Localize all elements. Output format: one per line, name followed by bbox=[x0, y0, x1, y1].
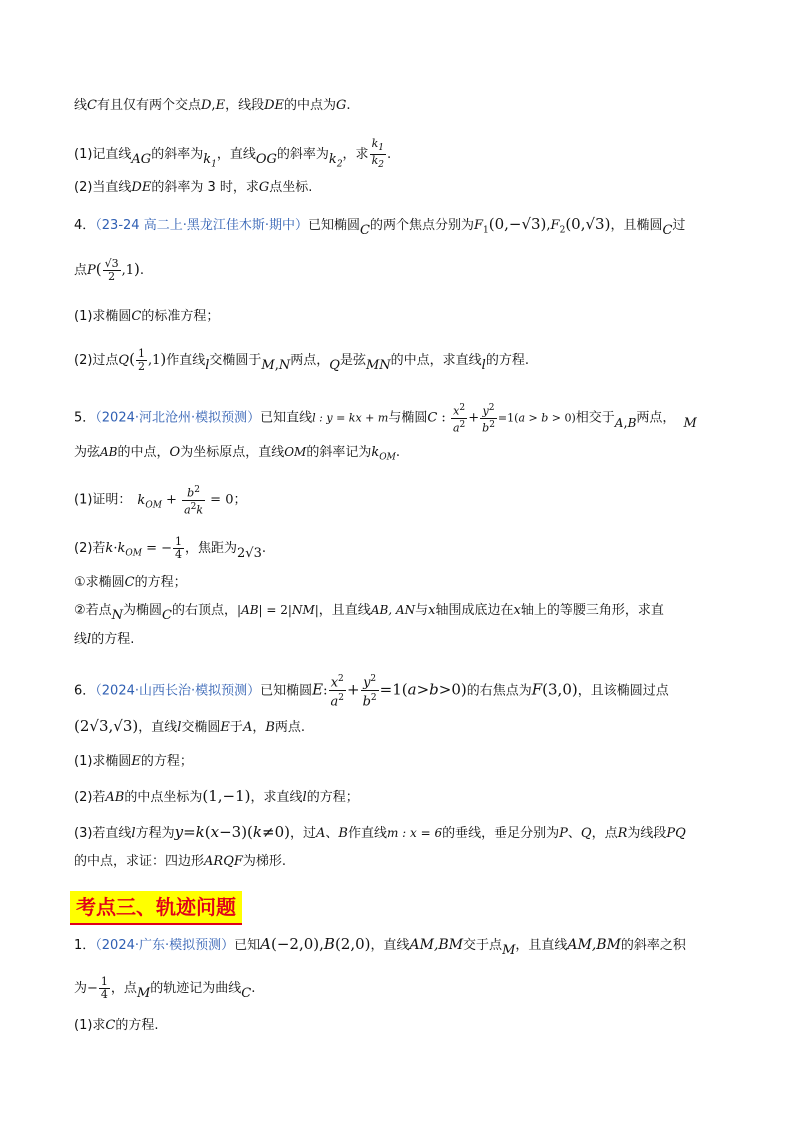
fraction: $\frac{√3}{2}$ bbox=[104, 257, 119, 283]
fraction: $\frac{x^2}{a^2}$ bbox=[330, 674, 344, 710]
math: M bbox=[136, 986, 151, 1001]
text: 的标准方程； bbox=[141, 309, 220, 324]
text: 与 bbox=[415, 603, 429, 618]
math: ( bbox=[129, 350, 135, 368]
s3p1-q1 bbox=[74, 1016, 159, 1036]
math: , bbox=[546, 218, 551, 233]
math: x bbox=[513, 603, 521, 618]
math: C bbox=[241, 986, 252, 1001]
math: =1(a>b>0) bbox=[379, 680, 467, 699]
s3p1-line2 bbox=[74, 976, 255, 1001]
p3-q1 bbox=[74, 138, 391, 171]
fraction: $\frac{y^2}{b^2}$ bbox=[362, 674, 377, 710]
text: 点坐标. bbox=[269, 180, 313, 195]
math: + bbox=[468, 410, 480, 426]
problem-number: 4． bbox=[74, 218, 96, 233]
text: 已知椭圆 bbox=[260, 683, 313, 699]
text: (2)若 bbox=[74, 790, 106, 805]
text: ，求 bbox=[342, 147, 369, 163]
math: ， bbox=[252, 720, 266, 735]
math: M bbox=[502, 943, 516, 958]
text: (3)若直线 bbox=[74, 826, 132, 841]
p4-line1 bbox=[74, 214, 685, 241]
p6-q1 bbox=[74, 752, 193, 772]
text: 的右顶点， bbox=[172, 603, 238, 618]
text: 方程为 bbox=[135, 826, 175, 841]
text: 已知椭圆 bbox=[307, 218, 360, 233]
math: E bbox=[220, 720, 230, 735]
text: ，且该椭圆过点 bbox=[577, 683, 669, 699]
fraction: $\frac{b^2}{a^2k}$ bbox=[184, 485, 204, 517]
math: C bbox=[131, 309, 142, 324]
math: AM,BM bbox=[409, 937, 464, 953]
text: 的斜率之积 bbox=[620, 938, 686, 953]
text: 交于点 bbox=[463, 938, 503, 953]
text: 的中点， bbox=[117, 445, 170, 460]
text: 两点. bbox=[274, 720, 306, 735]
math: . bbox=[395, 445, 400, 460]
math: G bbox=[336, 98, 347, 113]
math: MN bbox=[365, 358, 391, 373]
text: ，直线 bbox=[216, 147, 256, 163]
text: 的轨迹记为曲线 bbox=[150, 981, 242, 996]
math: M bbox=[261, 358, 275, 373]
text: 为坐标原点，直线 bbox=[180, 445, 285, 460]
math: ARQF bbox=[204, 854, 243, 869]
text: 是弦 bbox=[339, 353, 366, 368]
problem-source: （2024·河北沧州·模拟预测） bbox=[95, 410, 261, 426]
math: Q bbox=[329, 358, 340, 373]
math: $k_1$ bbox=[203, 152, 217, 170]
text: 轴围成底边在 bbox=[435, 603, 514, 618]
math: (3,0) bbox=[542, 680, 578, 699]
text: 的中点坐标为 bbox=[124, 790, 203, 805]
math: · bbox=[113, 541, 118, 556]
problem-source: （23-24 高二上·黑龙江佳木斯·期中） bbox=[95, 218, 308, 233]
math: Q bbox=[118, 353, 130, 368]
math: (0,−√3) bbox=[488, 215, 547, 233]
problem-source: （2024·山西长治·模拟预测） bbox=[95, 683, 261, 699]
fraction: $\frac{k_1}{k_2}$ bbox=[371, 137, 384, 171]
text: ，直线 bbox=[138, 720, 178, 735]
math: A bbox=[614, 415, 624, 430]
math: |AB| = 2|NM| bbox=[237, 603, 319, 617]
math: =k(x−3)(k≠0) bbox=[183, 823, 290, 841]
math: C bbox=[427, 410, 438, 426]
text: 的方程； bbox=[306, 790, 359, 805]
fraction: $\frac{x^2}{a^2}$ bbox=[452, 403, 466, 435]
text: 的方程. bbox=[485, 353, 529, 368]
math: − bbox=[87, 981, 98, 996]
p5-q2 bbox=[74, 536, 266, 564]
math: AG bbox=[131, 152, 152, 168]
text: 作直线 bbox=[347, 826, 387, 841]
math: ) bbox=[134, 260, 140, 278]
math: (2√3,√3) bbox=[74, 717, 139, 735]
text: ，直线 bbox=[370, 938, 410, 953]
math: F bbox=[531, 680, 543, 699]
math: 、 bbox=[567, 826, 581, 841]
text: 的中点为 bbox=[284, 98, 337, 113]
p3-line1 bbox=[74, 96, 351, 116]
p6-q2 bbox=[74, 786, 359, 808]
text: 为梯形. bbox=[242, 854, 287, 869]
math: DE bbox=[264, 98, 284, 113]
text: ，线段 bbox=[225, 98, 265, 113]
text: 为椭圆 bbox=[123, 603, 163, 618]
text: 已知直线 bbox=[260, 410, 313, 426]
problem-number: 1． bbox=[74, 938, 96, 953]
problem-number: 6． bbox=[74, 683, 96, 699]
math: l bbox=[177, 720, 182, 735]
text: 线 bbox=[74, 98, 88, 113]
text: 的右焦点为 bbox=[466, 683, 532, 699]
text: 为线段 bbox=[627, 826, 667, 841]
p4-line2 bbox=[74, 258, 144, 283]
math: 、 bbox=[325, 826, 339, 841]
math: R bbox=[617, 826, 628, 841]
math: E bbox=[312, 680, 324, 699]
math: $F_2$ bbox=[550, 218, 566, 236]
math: C bbox=[162, 608, 172, 623]
text: 为 bbox=[74, 981, 88, 996]
math: DE bbox=[131, 180, 152, 195]
text: ，焦距为 bbox=[185, 541, 238, 556]
math: $k_{OM}$ bbox=[371, 445, 396, 463]
math: B bbox=[265, 720, 275, 735]
math: AB, AN bbox=[370, 603, 416, 617]
math: C bbox=[124, 575, 135, 590]
text: 交椭圆 bbox=[181, 720, 221, 735]
math: G bbox=[258, 180, 270, 195]
math: A bbox=[316, 826, 326, 841]
text: 点 bbox=[74, 263, 88, 278]
math: P bbox=[87, 263, 96, 278]
s3p1-line1 bbox=[74, 934, 686, 956]
text: ②若点 bbox=[74, 603, 112, 618]
math: l bbox=[205, 358, 210, 373]
p5-line2 bbox=[74, 442, 400, 468]
text: ，求直线 bbox=[250, 790, 303, 805]
p6-line2 bbox=[74, 716, 305, 738]
math: $k_2$ bbox=[328, 152, 343, 170]
text: 的两个焦点分别为 bbox=[369, 218, 474, 233]
text: 交椭圆于 bbox=[209, 353, 262, 368]
math: x bbox=[428, 603, 436, 618]
p6-line1 bbox=[74, 672, 669, 710]
math: B bbox=[627, 415, 637, 430]
text: 的方程. bbox=[115, 1018, 159, 1033]
p6-q3-cont bbox=[74, 852, 286, 872]
p5-s2-cont bbox=[74, 630, 134, 650]
p5-s1 bbox=[74, 573, 187, 593]
text: ，且直线 bbox=[515, 938, 568, 953]
math: B bbox=[338, 826, 348, 841]
text: (1)求椭圆 bbox=[74, 754, 132, 769]
text: ，且直线 bbox=[318, 603, 371, 618]
math: OM bbox=[284, 445, 307, 459]
math: PQ bbox=[666, 826, 686, 841]
math: (1,−1) bbox=[202, 787, 251, 805]
math: l : y = kx + m bbox=[312, 411, 389, 425]
math: y bbox=[174, 823, 184, 841]
text: 两点， bbox=[636, 410, 676, 426]
math: m : x = 6 bbox=[386, 826, 443, 840]
math: . bbox=[139, 263, 145, 278]
math: l bbox=[481, 358, 486, 373]
math: 2√3 bbox=[237, 546, 262, 561]
math: AB bbox=[105, 790, 125, 805]
text: 线 bbox=[74, 632, 88, 647]
fraction: $\frac{1}{4}$ bbox=[175, 535, 182, 561]
math: N bbox=[278, 358, 291, 373]
math: + bbox=[161, 492, 182, 508]
math: Q bbox=[580, 826, 592, 841]
text: ； bbox=[233, 492, 247, 508]
fraction: $\frac{y^2}{b^2}$ bbox=[482, 403, 495, 435]
math: $k_{OM}$ bbox=[117, 541, 142, 559]
problem-number: 5． bbox=[74, 410, 96, 426]
math: O bbox=[169, 445, 181, 460]
text: 的斜率为 bbox=[276, 147, 329, 163]
p5-line1 bbox=[74, 402, 697, 434]
text: 的中点，求直线 bbox=[390, 353, 482, 368]
math: E bbox=[215, 98, 226, 113]
math: N bbox=[111, 608, 124, 623]
math: . bbox=[251, 981, 256, 996]
text: ，且椭圆 bbox=[610, 218, 663, 233]
math: . bbox=[386, 147, 392, 163]
math: A(−2,0),B(2,0) bbox=[260, 935, 371, 953]
math: l bbox=[302, 790, 307, 805]
text: 的中点，求证：四边形 bbox=[74, 854, 205, 869]
p4-q1 bbox=[74, 307, 219, 327]
math: C bbox=[662, 223, 673, 238]
text: ，点 bbox=[591, 826, 618, 841]
text: 与椭圆 bbox=[388, 410, 428, 426]
p5-q1 bbox=[74, 484, 247, 516]
math: = − bbox=[141, 541, 172, 556]
text: 的方程； bbox=[140, 754, 193, 769]
text: 作直线 bbox=[166, 353, 206, 368]
math: . bbox=[261, 541, 266, 556]
fraction: $\frac{1}{2}$ bbox=[137, 347, 145, 373]
text: 的方程. bbox=[91, 632, 135, 647]
text: 有且仅有两个交点 bbox=[96, 98, 201, 113]
math: ,1 bbox=[147, 353, 161, 368]
math: k bbox=[105, 541, 114, 556]
p5-s2 bbox=[74, 600, 664, 621]
text: (2)当直线 bbox=[74, 180, 132, 195]
text: ，过 bbox=[289, 826, 316, 841]
text: 轴上的等腰三角形，求直 bbox=[520, 603, 664, 618]
math: P bbox=[559, 826, 568, 841]
text: 两点， bbox=[290, 353, 330, 368]
math: $k_{OM}$ bbox=[137, 492, 162, 511]
text: ①求椭圆 bbox=[74, 575, 125, 590]
text: 于 bbox=[229, 720, 243, 735]
text: 的斜率记为 bbox=[306, 445, 372, 460]
text: (2)若 bbox=[74, 541, 106, 556]
section-heading: 考点三、轨迹问题 bbox=[70, 891, 242, 925]
math: OG bbox=[255, 152, 277, 168]
math: E bbox=[131, 754, 141, 769]
fraction: $\frac{1}{4}$ bbox=[100, 975, 108, 1001]
text: 的斜率为 3 时，求 bbox=[151, 180, 259, 195]
math: l bbox=[87, 632, 92, 647]
math: D bbox=[200, 98, 212, 113]
text: (1)求 bbox=[74, 1018, 106, 1033]
text: (1)求椭圆 bbox=[74, 309, 132, 324]
math: C bbox=[87, 98, 97, 113]
math: . bbox=[346, 98, 351, 113]
text: ，点 bbox=[110, 981, 137, 996]
p3-q2 bbox=[74, 178, 312, 198]
math: = 0 bbox=[206, 492, 234, 508]
math: C bbox=[105, 1018, 116, 1033]
math: ) bbox=[160, 350, 167, 368]
math: ( bbox=[95, 260, 102, 278]
text: 相交于 bbox=[575, 410, 615, 426]
text: 过 bbox=[672, 218, 686, 233]
math: M bbox=[683, 415, 697, 431]
text: (1)证明： bbox=[74, 492, 132, 508]
math: AM,BM bbox=[567, 937, 621, 953]
math: , bbox=[211, 98, 216, 113]
math: : bbox=[323, 683, 328, 699]
math: l bbox=[131, 826, 136, 841]
problem-source: （2024·广东·模拟预测） bbox=[95, 938, 235, 953]
p6-q3 bbox=[74, 822, 686, 844]
text: 为弦 bbox=[74, 445, 101, 460]
p4-q2 bbox=[74, 348, 529, 373]
math: (0,√3) bbox=[565, 215, 611, 233]
math: $F_1$ bbox=[473, 218, 489, 236]
math: , bbox=[274, 358, 279, 373]
math: C bbox=[359, 223, 370, 238]
math: : bbox=[437, 410, 450, 426]
math: , bbox=[623, 415, 628, 431]
text: 的方程； bbox=[134, 575, 187, 590]
math: =1(a > b > 0) bbox=[497, 411, 576, 425]
text: 的斜率为 bbox=[151, 147, 204, 163]
math: AB bbox=[100, 445, 118, 459]
text: 的垂线，垂足分别为 bbox=[442, 826, 560, 841]
math: A bbox=[242, 720, 253, 735]
math: + bbox=[347, 680, 360, 699]
text: (2)过点 bbox=[74, 353, 119, 368]
text: (1)记直线 bbox=[74, 147, 132, 163]
math: ,1 bbox=[121, 263, 135, 278]
text: 已知 bbox=[234, 938, 261, 953]
